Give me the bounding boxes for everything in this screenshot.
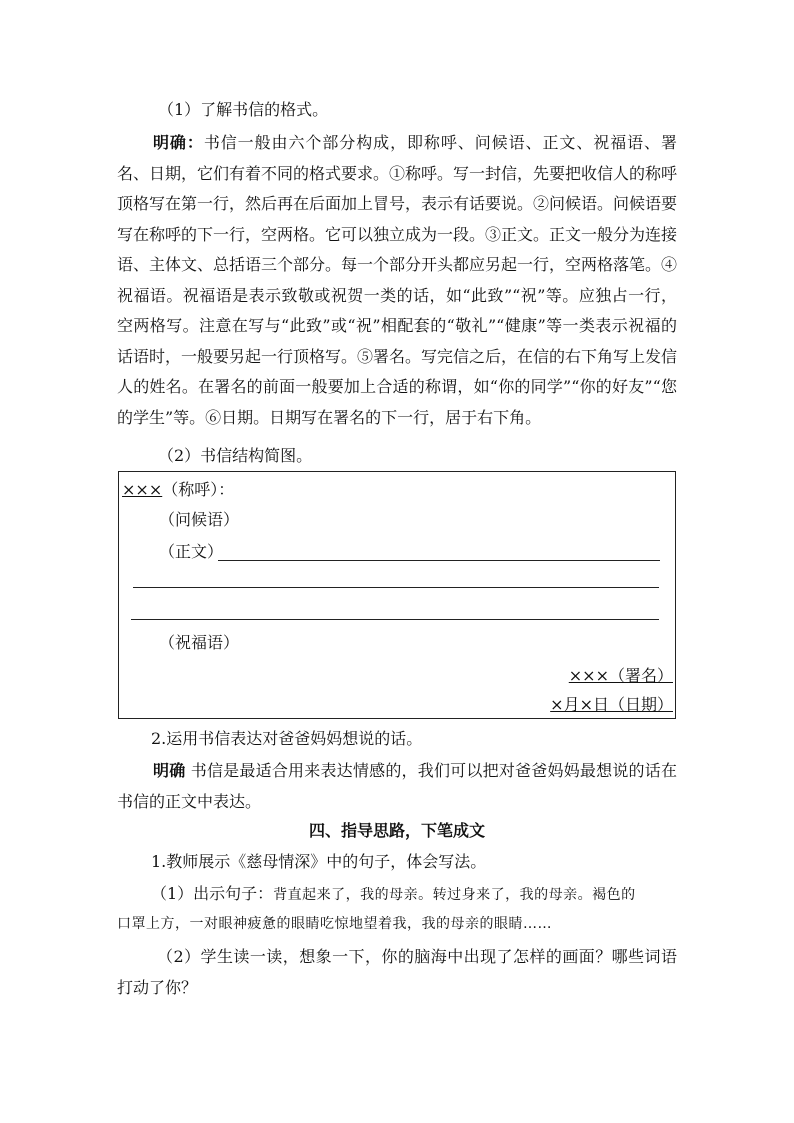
date-label: ×月×日（日期）: [550, 695, 673, 714]
section-4-title: 四、指导思路，下笔成文: [308, 821, 485, 840]
quote-line-1: 背直起来了，我的母亲。转过身来了，我的母亲。褐色的: [273, 887, 636, 903]
clarification-2-label: 明确: [153, 761, 186, 780]
greeting-label: （问候语）: [159, 510, 240, 529]
quote-line-2: 口罩上方，一对眼神疲惫的眼睛吃惊地望着我，我的母亲的眼睛……: [117, 916, 552, 932]
step-1-item-1-line-1: [151, 881, 711, 908]
clarification-2-text: 书信是最适合用来表达情感的，我们可以把对爸爸妈妈最想说的话在书信的正文中表达。: [117, 761, 677, 811]
point-2-heading: 2.运用书信表达对爸爸妈妈想说的话。: [151, 729, 423, 748]
clarification-text: 书信一般由六个部分构成，即称呼、问候语、正文、祝福语、署名、日期，它们有着不同的格式要求。①称呼。写一封信，先要把收信人的称呼顶格写在第一行，然后再在后面加上冒号，表示有话要说。②问候语。问候语要写在称呼的下一行，空两格。它可以独立成为一段。③正文。正文一般分为连接语、主体文、总括语三个部分。每一个部分开头都应另起一行，空两格落笔。④祝福语。祝福语是表示致敬或祝贺一类的话，如“此致”“祝”等。应独占一行，空两格写。注意在写与“此致”或“祝”相配套的“敬礼”“健康”等一类表示祝福的话语时，一般要另起一行顶格写。⑤署名。写完信之后，在信的右下角写上发信人的姓名。在署名的前面一般要加上合适的称谓，如“你的同学”“你的好友”“您的学生”等。⑥日期。日期写在署名的下一行，居于右下角。: [117, 133, 678, 427]
blessing-label: （祝福语）: [159, 633, 240, 652]
step-1: 1.教师展示《慈母情深》中的句子，体会写法。: [151, 852, 487, 871]
salutation-line: [122, 478, 234, 502]
item-2-heading: （2）书信结构简图。: [158, 446, 313, 465]
item-1-heading: （1）了解书信的格式。: [158, 100, 329, 119]
clarification-label: 明确：: [153, 133, 204, 152]
body-writing-line-3: [131, 619, 659, 620]
letter-structure-diagram: [118, 471, 676, 719]
body-writing-line-1: [218, 560, 660, 561]
clarification-paragraph-2: [117, 756, 677, 817]
body-label: （正文）: [159, 542, 224, 561]
signature-label: ×××（署名）: [568, 666, 673, 685]
step-1-item-1-label: （1）出示句子：: [151, 884, 274, 903]
salutation-label: （称呼）：: [162, 480, 235, 499]
step-1-item-2: （2）学生读一读，想象一下，你的脑海中出现了怎样的画面？哪些词语打动了你？: [117, 947, 677, 997]
salutation-name: ×××: [122, 480, 163, 499]
clarification-paragraph-1: [117, 128, 677, 433]
body-writing-line-2: [133, 587, 659, 588]
